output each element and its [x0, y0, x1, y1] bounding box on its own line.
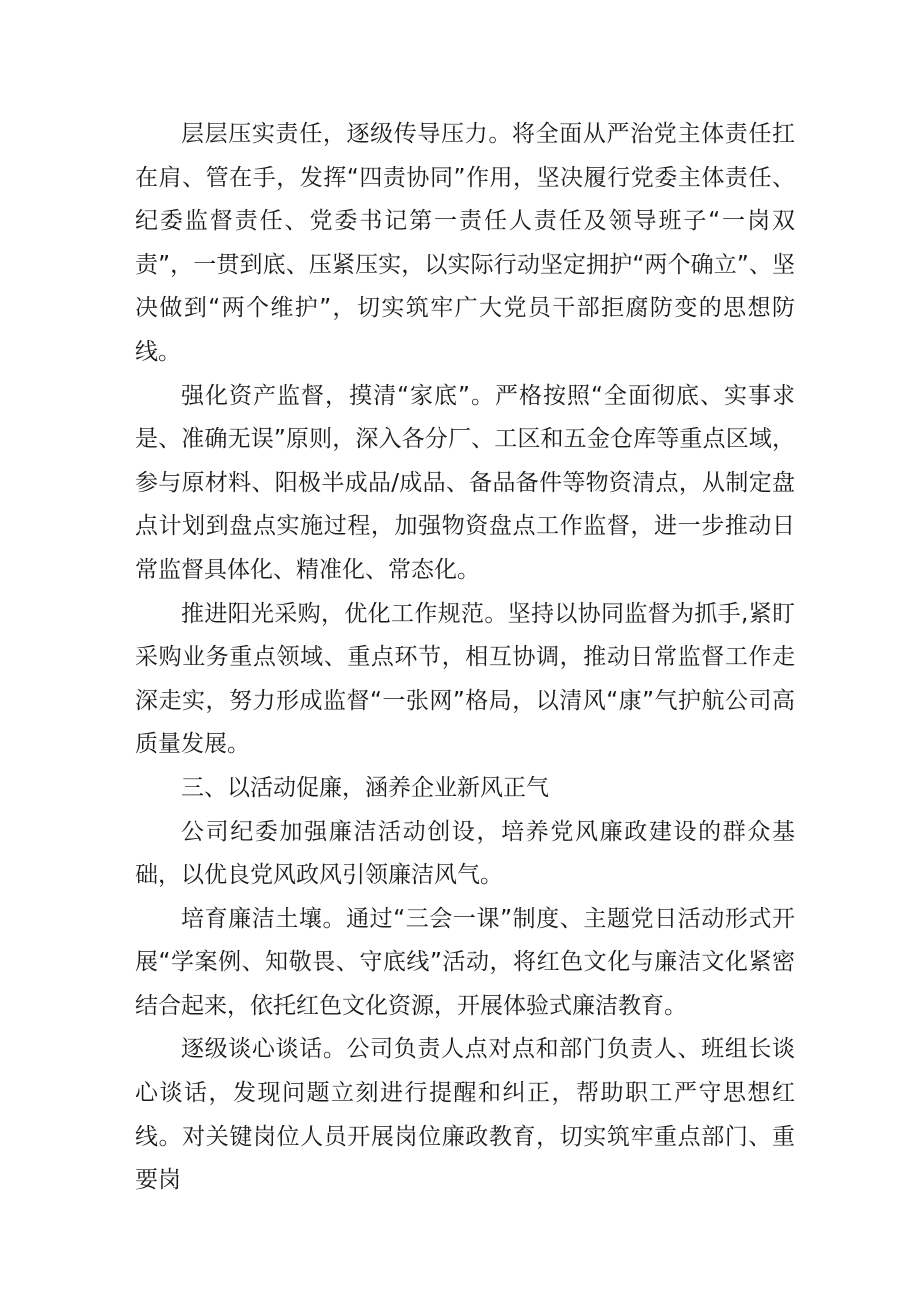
- section-heading-3: 三、以活动促廉，涵养企业新风正气: [181, 774, 549, 801]
- paragraph-asset-supervision: 强化资产监督，摸清“家底”。严格按照“全面彻底、实事求是、准确无误”原则，深入各分厂、工区和五金仓库等重点区域，参与原材料、阳极半成品/成品、备品备件等物资清点，从制定盘点计划到盘点实施过程，加强物资盘点工作监督，进一步推动日常监督具体化、精准化、常态化。: [135, 382, 795, 583]
- paragraph-integrity-activities: 公司纪委加强廉洁活动创设，培养党风廉政建设的群众基础，以优良党风政风引领廉洁风气。: [135, 818, 795, 889]
- paragraph-sunshine-procurement: 推进阳光采购，优化工作规范。坚持以协同监督为抓手,紧盯采购业务重点领域、重点环节，相互协调，推动日常监督工作走深走实，努力形成监督“一张网”格局，以清风“康”气护航公司高质量发展。: [135, 600, 795, 758]
- paragraph-responsibility: 层层压实责任，逐级传导压力。将全面从严治党主体责任扛在肩、管在手，发挥“四责协同”作用，坚决履行党委主体责任、纪委监督责任、党委书记第一责任人责任及领导班子“一岗双责”，一贯到底、压紧压实，以实际行动坚定拥护“两个确立”、坚决做到“两个维护”，切实筑牢广大党员干部拒腐防变的思想防线。: [135, 121, 795, 365]
- paragraph-integrity-culture: 培育廉洁土壤。通过“三会一课”制度、主题党日活动形式开展“学案例、知敬畏、守底线”活动，将红色文化与廉洁文化紧密结合起来，依托红色文化资源，开展体验式廉洁教育。: [135, 905, 795, 1019]
- document-body: [135, 113, 795, 1203]
- paragraph-heart-to-heart-talks: 逐级谈心谈话。公司负责人点对点和部门负责人、班组长谈心谈话，发现问题立刻进行提醒和纠正，帮助职工严守思想红线。对关键岗位人员开展岗位廉政教育，切实筑牢重点部门、重要岗: [135, 1036, 795, 1194]
